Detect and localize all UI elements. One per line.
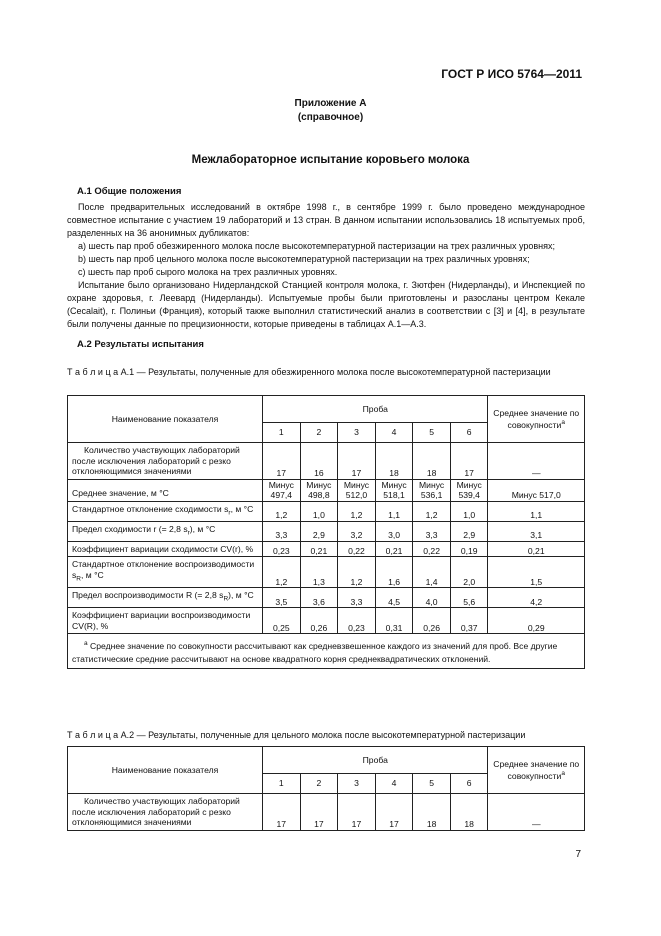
sample-header: 3 <box>338 423 376 443</box>
row-label: Стандартное отклонение сходимости $s_r$, м °С <box>68 501 263 521</box>
cell-value: 17 <box>300 794 338 831</box>
cell-value: 18 <box>375 443 413 480</box>
cell-value: 0,31 <box>375 608 413 634</box>
cell-average: 1,5 <box>488 557 585 588</box>
list-item-a: a) шесть пар проб обезжиренного молока после высокотемпературной пастеризации на трех различных уровнях; <box>78 241 555 251</box>
table-2-caption: Т а б л и ц а А.2 — Результаты, полученные для цельного молока после высокотемпературной пастеризации <box>67 730 526 740</box>
cell-average: 0,29 <box>488 608 585 634</box>
cell-value: 17 <box>450 443 488 480</box>
table-row <box>68 479 585 501</box>
cell-value: 0,26 <box>413 608 451 634</box>
cell-value: 1,2 <box>338 557 376 588</box>
section-1-heading: А.1 Общие положения <box>77 186 182 197</box>
cell-average: Минус 517,0 <box>488 479 585 501</box>
cell-value: Минус 498,8 <box>300 479 338 501</box>
cell-value: 5,6 <box>450 588 488 608</box>
cell-value: Минус 536,1 <box>413 479 451 501</box>
document-header: ГОСТ Р ИСО 5764—2011 <box>441 67 582 81</box>
table-1-footnote: $^а$ Среднее значение по совокупности рассчитывают как средневзвешенное каждого из значений для проб. Все другие статистические средние рассчитывают на основе квадратного корня среднеквадратических отклонений. <box>68 634 585 669</box>
list-item-b: b) шесть пар проб цельного молока после высокотемпературной пастеризации на трех различных уровнях; <box>78 254 530 264</box>
cell-average: — <box>488 794 585 831</box>
cell-value: 18 <box>413 443 451 480</box>
cell-value: 0,26 <box>300 608 338 634</box>
cell-value: 4,0 <box>413 588 451 608</box>
cell-value: 1,0 <box>300 501 338 521</box>
cell-value: 16 <box>300 443 338 480</box>
row-label: Предел воспроизводимости R (= 2,8 $s_R$), м °С <box>68 588 263 608</box>
table-row <box>68 521 585 541</box>
table-2 <box>67 746 585 831</box>
cell-value: 1,4 <box>413 557 451 588</box>
cell-value: 0,23 <box>338 608 376 634</box>
cell-value: 0,23 <box>263 541 301 557</box>
cell-value: 3,3 <box>338 588 376 608</box>
cell-value: Минус 512,0 <box>338 479 376 501</box>
sample-header: 2 <box>300 423 338 443</box>
sample-header: 1 <box>263 423 301 443</box>
sample-header: 4 <box>375 423 413 443</box>
cell-average: 0,21 <box>488 541 585 557</box>
cell-value: 1,2 <box>263 501 301 521</box>
cell-value: 2,9 <box>300 521 338 541</box>
cell-value: 3,5 <box>263 588 301 608</box>
list-item-c: c) шесть пар проб сырого молока на трех различных уровнях. <box>78 267 338 277</box>
sample-header: 1 <box>263 774 301 794</box>
section-1-body <box>67 201 585 331</box>
cell-value: 0,21 <box>375 541 413 557</box>
paragraph: Испытание было организовано Нидерландской Станцией контроля молока, г. Зютфен (Нидерланды), и Инспекцией по охране здоровья, г. Леевард (Нидерланды). Испытуемые пробы были приготовлены и разосланы центром Кекале (Cecalait), г. Полиньи (Франция), который также выполнил статистический анализ в соответствии с [3] и [4], в результате были получены данные по прецизионности, которые приведены в таблицах А.1—А.3. <box>67 280 585 329</box>
cell-value: 0,21 <box>300 541 338 557</box>
section-2-heading: А.2 Результаты испытания <box>77 339 204 350</box>
cell-value: 1,3 <box>300 557 338 588</box>
col-header-group: Проба <box>263 396 488 423</box>
cell-value: 17 <box>338 794 376 831</box>
cell-value: Минус 497,4 <box>263 479 301 501</box>
sample-header: 2 <box>300 774 338 794</box>
main-title: Межлабораторное испытание коровьего молока <box>191 154 470 166</box>
cell-value: 3,3 <box>263 521 301 541</box>
paragraph: После предварительных исследований в октябре 1998 г., в сентябре 1999 г. было проведено международное совместное испытание с участием 19 лабораторий и 13 стран. В данном испытании использовались 18 испытуемых проб, разделенных на 36 анонимных дубликатов: <box>67 202 585 238</box>
sample-header: 5 <box>413 423 451 443</box>
cell-value: Минус 518,1 <box>375 479 413 501</box>
cell-value: 0,22 <box>338 541 376 557</box>
cell-value: 3,0 <box>375 521 413 541</box>
cell-value: 2,9 <box>450 521 488 541</box>
sample-header: 6 <box>450 774 488 794</box>
sample-header: 6 <box>450 423 488 443</box>
col-header-group: Проба <box>263 747 488 774</box>
cell-value: 1,2 <box>263 557 301 588</box>
cell-value: 3,6 <box>300 588 338 608</box>
row-label: Среднее значение, м °С <box>68 479 263 501</box>
table-1 <box>67 395 585 669</box>
table-row <box>68 541 585 557</box>
cell-value: 0,22 <box>413 541 451 557</box>
table-row <box>68 501 585 521</box>
table-row <box>68 443 585 480</box>
cell-value: 1,2 <box>338 501 376 521</box>
row-label: Предел сходимости r (= 2,8 $s_r$), м °С <box>68 521 263 541</box>
row-label: Количество участвующих лабораторий после исключения лабораторий с резко отклоняющимися значениями <box>68 794 263 831</box>
cell-value: 18 <box>450 794 488 831</box>
sample-header: 5 <box>413 774 451 794</box>
col-header-avg: Среднее значение по совокупности$^а$ <box>488 396 585 443</box>
page-number: 7 <box>575 849 581 860</box>
col-header-avg: Среднее значение по совокупности$^а$ <box>488 747 585 794</box>
cell-value: 1,0 <box>450 501 488 521</box>
cell-value: 3,2 <box>338 521 376 541</box>
table-row <box>68 588 585 608</box>
table-row <box>68 608 585 634</box>
cell-average: 3,1 <box>488 521 585 541</box>
table-1-caption: Т а б л и ц а А.1 — Результаты, полученные для обезжиренного молока после высокотемпературной пастеризации <box>67 367 551 377</box>
col-header-name: Наименование показателя <box>68 396 263 443</box>
cell-value: 3,3 <box>413 521 451 541</box>
cell-value: 17 <box>263 443 301 480</box>
cell-value: 4,5 <box>375 588 413 608</box>
cell-value: 0,25 <box>263 608 301 634</box>
appendix-title: Приложение А <box>294 98 367 109</box>
sample-header: 3 <box>338 774 376 794</box>
row-label: Коэффициент вариации воспроизводимости CV(R), % <box>68 608 263 634</box>
sample-header: 4 <box>375 774 413 794</box>
row-label: Стандартное отклонение воспроизводимости $s_R$, м °С <box>68 557 263 588</box>
appendix-subtitle: (справочное) <box>297 112 364 123</box>
cell-average: — <box>488 443 585 480</box>
table-row <box>68 557 585 588</box>
cell-value: 17 <box>263 794 301 831</box>
cell-value: Минус 539,4 <box>450 479 488 501</box>
cell-value: 1,1 <box>375 501 413 521</box>
cell-value: 17 <box>375 794 413 831</box>
row-label: Количество участвующих лабораторий после исключения лабораторий с резко отклоняющимися значениями <box>68 443 263 480</box>
col-header-name: Наименование показателя <box>68 747 263 794</box>
cell-value: 0,19 <box>450 541 488 557</box>
cell-value: 18 <box>413 794 451 831</box>
cell-average: 1,1 <box>488 501 585 521</box>
cell-value: 2,0 <box>450 557 488 588</box>
cell-value: 17 <box>338 443 376 480</box>
cell-value: 1,2 <box>413 501 451 521</box>
row-label: Коэффициент вариации сходимости CV(r), % <box>68 541 263 557</box>
cell-average: 4,2 <box>488 588 585 608</box>
cell-value: 1,6 <box>375 557 413 588</box>
cell-value: 0,37 <box>450 608 488 634</box>
table-row <box>68 794 585 831</box>
